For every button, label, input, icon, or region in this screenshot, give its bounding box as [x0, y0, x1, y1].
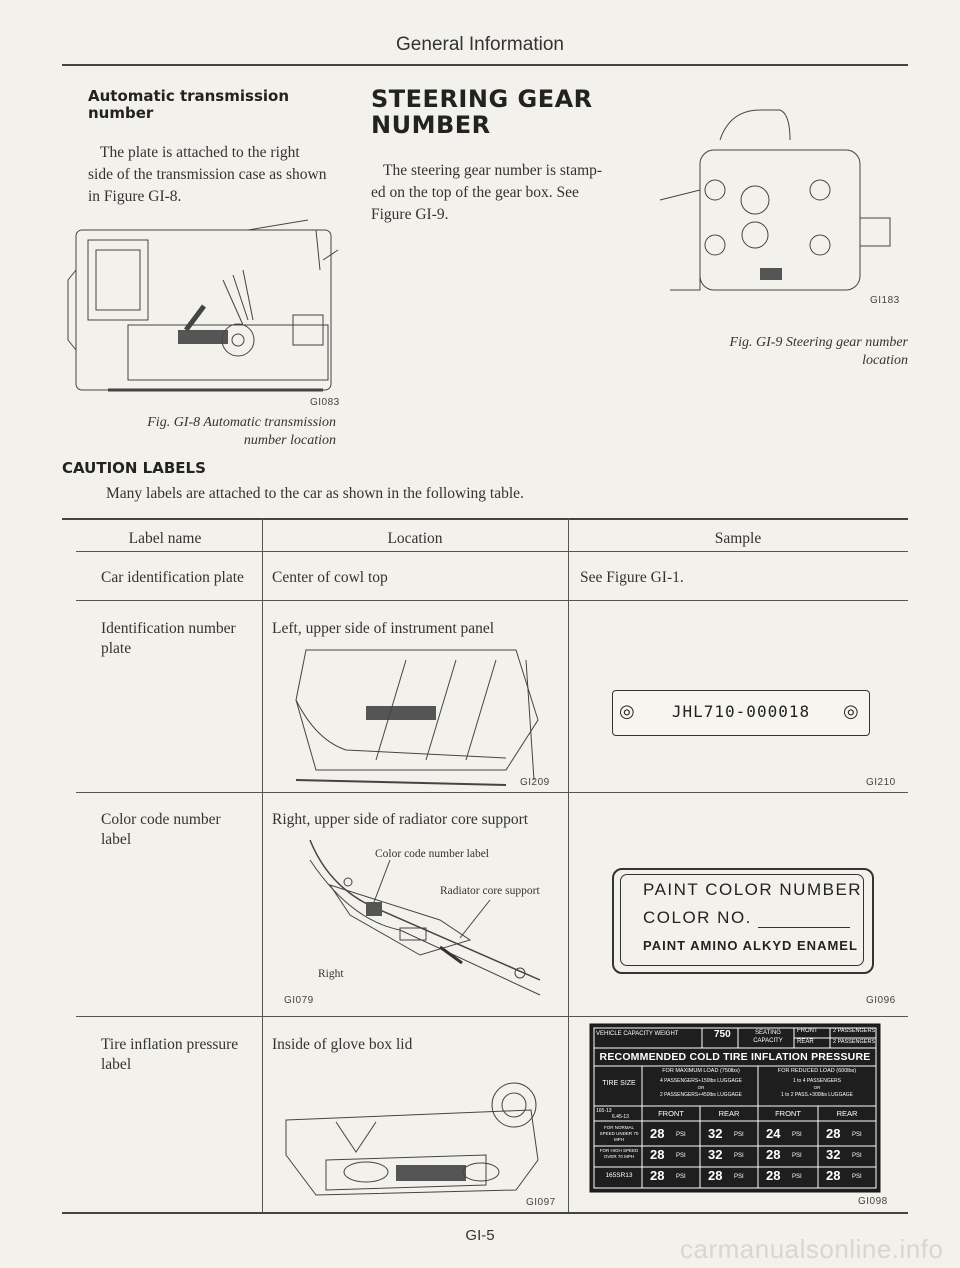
- caution-heading: CAUTION LABELS: [62, 459, 206, 477]
- col-header-name: Label name: [128, 530, 202, 547]
- row2-name: Identification number plate: [101, 620, 236, 657]
- tire-row1-v2: 32: [708, 1126, 723, 1141]
- fig-code-gi183: GI183: [870, 295, 900, 306]
- tire-row2-v1: 28: [650, 1147, 665, 1162]
- steering-gear-figure: [660, 100, 900, 300]
- table-bottom-rule: [62, 1212, 908, 1214]
- tire-reduced-detail2: 1 to 2 PASS.+300lbs LUGGAGE: [780, 1092, 854, 1098]
- tire-row3-v3: 28: [766, 1168, 781, 1183]
- fig-code-gi097: GI097: [526, 1197, 556, 1208]
- tire-row2-label: FOR HIGH SPEED OVER 70 MPH: [599, 1148, 639, 1159]
- fig-code-gi096: GI096: [866, 995, 896, 1006]
- tire-row2-v2: 32: [708, 1147, 723, 1162]
- tire-seating-capacity: SEATING CAPACITY: [753, 1030, 783, 1044]
- table-col-divider-2: [568, 518, 569, 1212]
- auto-trans-body: The plate is attached to the right side of the transmission case as shown in Figure GI-8.: [88, 144, 327, 205]
- tire-row1-label: FOR NORMAL SPEED UNDER 70 MPH: [599, 1125, 639, 1142]
- glove-box-lid-figure: [276, 1060, 561, 1200]
- tire-row1-v1: 28: [650, 1126, 665, 1141]
- fig-code-gi098: GI098: [858, 1196, 888, 1207]
- tire-row2-u4: PSI: [852, 1153, 862, 1159]
- paint-amino-text: PAINT AMINO ALKYD ENAMEL: [643, 938, 858, 953]
- tire-row3-v2: 28: [708, 1168, 723, 1183]
- caption-gi8: Fig. GI-8 Automatic transmission number location: [147, 415, 336, 448]
- transmission-figure: [68, 210, 348, 400]
- col-header-location: Location: [387, 530, 443, 547]
- row1-location: Center of cowl top: [272, 569, 388, 586]
- tire-col-front-2: FRONT: [775, 1109, 801, 1118]
- tire-max-detail1: 4 PASSENGERS+150lbs LUGGAGE: [659, 1078, 743, 1084]
- tire-row1-u4: PSI: [852, 1132, 862, 1138]
- table-col-divider-1: [262, 518, 263, 1212]
- fig-code-gi210: GI210: [866, 777, 896, 788]
- fig-code-gi083: GI083: [310, 397, 340, 408]
- tire-reduced-load: FOR REDUCED LOAD (600lbs): [777, 1068, 857, 1074]
- tire-vehicle-capacity: VEHICLE CAPACITY WEIGHT: [596, 1031, 679, 1037]
- id-plate-sample: [612, 690, 870, 736]
- tire-max-or: OR: [697, 1085, 705, 1090]
- steering-body: The steering gear number is stamp- ed on the top of the gear box. See Figure GI-9.: [371, 162, 603, 223]
- header-rule: [62, 64, 908, 66]
- plate-rivet-left-icon: ◎: [619, 701, 635, 722]
- tire-col-rear-1: REAR: [718, 1109, 740, 1118]
- row3-name: Color code number label: [101, 811, 221, 848]
- table-row3-rule: [76, 1016, 908, 1017]
- tire-row3-u1: PSI: [676, 1174, 686, 1180]
- table-row2-rule: [76, 792, 908, 793]
- tire-row2-v3: 28: [766, 1147, 781, 1162]
- callout-radiator-support: Radiator core support: [440, 885, 540, 897]
- tire-row1-u3: PSI: [792, 1132, 802, 1138]
- row1-name: Car identification plate: [101, 569, 244, 586]
- page-header: General Information: [396, 34, 564, 55]
- tire-row2-v4: 32: [826, 1147, 841, 1162]
- tire-max-detail2: 2 PASSENGERS+450lbs LUGGAGE: [659, 1092, 743, 1098]
- tire-row3-u4: PSI: [852, 1174, 862, 1180]
- paint-color-no-text: COLOR NO.: [643, 908, 752, 927]
- tire-size-a: 165-13: [596, 1108, 612, 1114]
- table-row1-rule: [76, 600, 908, 601]
- tire-size-header: TIRE SIZE: [602, 1080, 636, 1087]
- fig-code-gi209: GI209: [520, 777, 550, 788]
- tire-size-b: 6.45-13: [612, 1114, 629, 1120]
- watermark: carmanualsonline.info: [680, 1234, 944, 1264]
- tire-row3-v1: 28: [650, 1168, 665, 1183]
- tire-seating-rear: REAR: [797, 1039, 814, 1045]
- callout-color-code-label: Color code number label: [375, 848, 490, 860]
- steering-heading: STEERING GEAR NUMBER: [371, 85, 593, 139]
- plate-rivet-right-icon: ◎: [843, 701, 859, 722]
- table-top-rule: [62, 518, 908, 520]
- tire-row1-u1: PSI: [676, 1132, 686, 1138]
- tire-seating-front-value: 2 PASSENGERS: [833, 1028, 876, 1034]
- tire-seating-front: FRONT: [797, 1028, 818, 1034]
- tire-capacity-value: 750: [714, 1029, 731, 1040]
- caption-gi9: Fig. GI-9 Steering gear number location: [729, 335, 908, 368]
- tire-row1-u2: PSI: [734, 1132, 744, 1138]
- tire-row3-u2: PSI: [734, 1174, 744, 1180]
- fig-code-gi079: GI079: [284, 995, 314, 1006]
- tire-col-rear-2: REAR: [836, 1109, 858, 1118]
- tire-reduced-detail1: 1 to 4 PASSENGERS: [793, 1078, 841, 1084]
- tire-row2-u1: PSI: [676, 1153, 686, 1159]
- tire-row1-v3: 24: [766, 1126, 781, 1141]
- tire-row2-u3: PSI: [792, 1153, 802, 1159]
- row4-name: Tire inflation pressure label: [101, 1036, 239, 1073]
- caution-intro: Many labels are attached to the car as shown in the following table.: [106, 485, 524, 502]
- tire-reduced-or: OR: [813, 1085, 821, 1090]
- tire-row1-v4: 28: [826, 1126, 841, 1141]
- tire-row2-u2: PSI: [734, 1153, 744, 1159]
- col-header-sample: Sample: [714, 530, 762, 547]
- tire-row3-u3: PSI: [792, 1174, 802, 1180]
- tire-row3-label: 165SR13: [605, 1172, 633, 1179]
- color-no-blank-line: [758, 927, 850, 928]
- tire-inflation-label: [590, 1024, 880, 1192]
- tire-seating-rear-value: 2 PASSENGERS: [833, 1039, 876, 1045]
- row1-sample: See Figure GI-1.: [580, 569, 684, 586]
- callout-right: Right: [318, 968, 344, 980]
- table-header-rule: [76, 551, 908, 552]
- auto-trans-heading: Automatic transmission number: [88, 87, 289, 122]
- paint-color-number-text: PAINT COLOR NUMBER: [643, 880, 863, 899]
- instrument-panel-figure: [276, 640, 546, 790]
- tire-max-load: FOR MAXIMUM LOAD (750lbs): [662, 1068, 740, 1074]
- row3-location: Right, upper side of radiator core support: [272, 811, 529, 828]
- row4-location: Inside of glove box lid: [272, 1036, 413, 1053]
- tire-col-front-1: FRONT: [658, 1109, 684, 1118]
- vin-text: JHL710-000018: [671, 702, 811, 721]
- tire-title: RECOMMENDED COLD TIRE INFLATION PRESSURE: [599, 1051, 871, 1063]
- row2-location: Left, upper side of instrument panel: [272, 620, 495, 637]
- page-number: GI-5: [465, 1227, 495, 1244]
- tire-row3-v4: 28: [826, 1168, 841, 1183]
